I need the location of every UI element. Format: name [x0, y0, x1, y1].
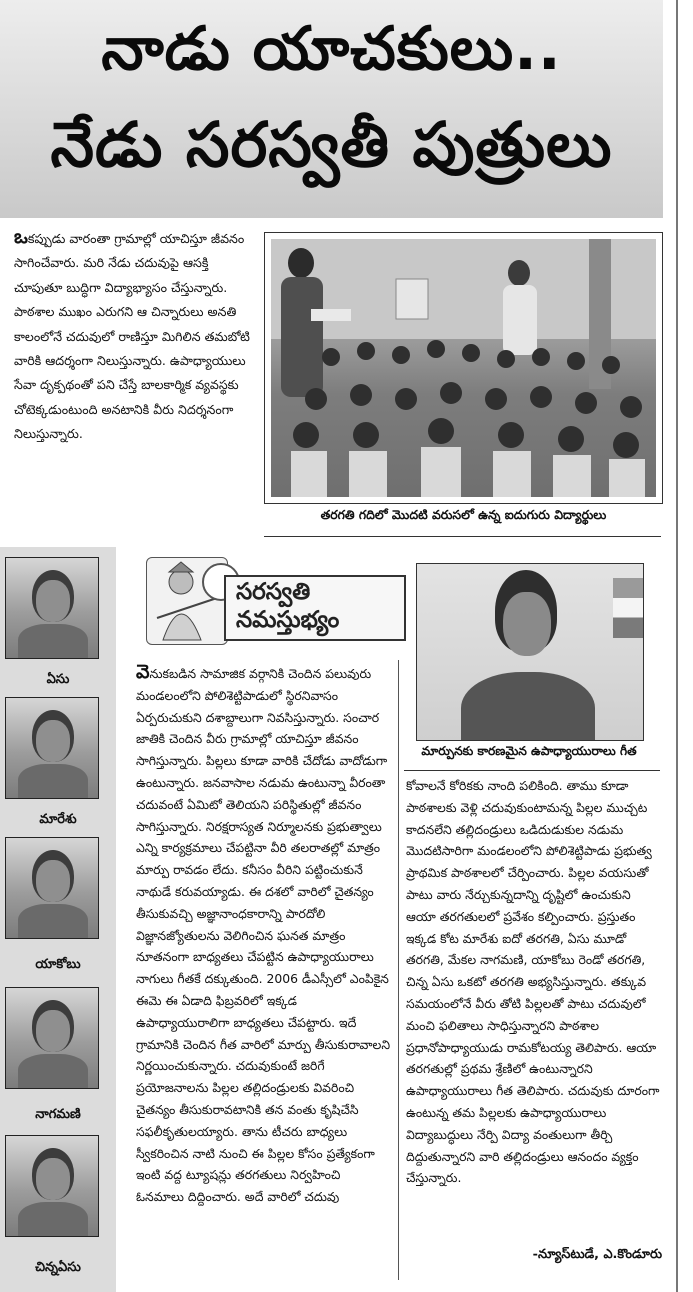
article-column-2 [406, 775, 662, 1189]
intro-text: కప్పుడు వారంతా గ్రామాల్లో యాచిస్తూ జీవనం సాగించేవారు. మరి నేడు చదువుపై ఆసక్తి చూపుతూ బుద్ధిగా విద్యాభ్యాసం చేస్తున్నారు. పాఠశాల ముఖం ఎరుగని ఆ చిన్నారులు అనతి కాలంలోనే చదువులో రాణిస్తూ మిగిలిన తమబోటి వారికి ఆదర్శంగా నిలుస్తున్నారు. ఉపాధ్యాయులు సేవా దృక్పథంతో పని చేస్తే బాలకార్మిక వ్యవస్థకు చోటెక్కడుంటుంది అనటానికి వీరు నిదర్శనంగా నిలుస్తున్నారు. [14, 231, 250, 442]
student-photo-column [0, 547, 116, 1292]
article-column-1-text: నుకబడిన సామాజిక వర్గానికి చెందిన పలువురు మండలంలోని పోలిశెట్టిపాడులో స్థిరనివాసం ఏర్పరుచుకుని దశాబ్దాలుగా నివసిస్తున్నారు. సంచార జాతికి చెందిన వీరు గ్రామాల్లో యాచిస్తూ జీవనం సాగిస్తున్నారు. పిల్లలు కూడా వారికి చేదోడు వాదోడుగా ఉంటున్నారు. జనవాసాల నడుమ ఉంటున్నా వీరంతా చదువంటే ఏమిటో తెలియని పరిస్థితుల్లో జీవనం సాగిస్తున్నారు. నిరక్షరాస్యత నిర్మూలనకు ప్రభుత్వాలు ఎన్ని కార్యక్రమాలు చేపట్టినా వీరి తలరాతల్లో మాత్రం మార్పు రావడం లేదు. కనీసం వీరిని పట్టించుకునే నాథుడే కరువయ్యాడు. ఈ దశలో వారిలో చైతన్యం తీసుకువచ్చి అజ్ఞానాంధకారాన్ని పారదోలి విజ్ఞానజ్యోతులను వెలిగించిన ఘనత మాత్రం నూతనంగా బాధ్యతలు చేపట్టిన ఉపాధ్యాయురాలు నాగులు గీతకే దక్కుతుంది. 2006 డీఎస్సీలో ఎంపికైన ఈమె ఈ ఏడాది ఫిబ్రవరిలో ఇక్కడ ఉపాధ్యాయురాలిగా బాధ్యతలు చేపట్టారు. ఇదే గ్రామానికి చెందిన గీత వారిలో మార్పు తీసుకురావాలని నిర్ణయించుకున్నారు. చదువుకుంటే జరిగే ప్రయోజనాలను పిల్లల తల్లిదండ్రులకు వివరించి చైతన్యం తీసుకురావటానికి తన వంతు కృషిచేసి సఫలీకృతులయ్యారు. తాను టీచరు బాధ్యలు స్వీకరించిన నాటి నుంచి ఈ పిల్లల కోసం ప్రత్యేకంగా ఇంటి వద్ద ట్యూషన్లు తరగతులు నిర్వహించి ఓనమాలు దిద్దించారు. అదే వారిలో చదువు [136, 666, 391, 1205]
caption-divider [264, 536, 661, 537]
teacher-photo [416, 563, 644, 741]
student-name: ఏసు [46, 672, 70, 687]
classroom-image [271, 239, 656, 497]
saraswati-logo [146, 557, 404, 643]
student-photo [5, 697, 99, 799]
logo-line-2: నమస్తుభ్యం [236, 607, 340, 633]
intro-paragraph [14, 225, 256, 447]
student-photo [5, 1135, 99, 1237]
logo-line-1: సరస్వతి [236, 579, 311, 605]
student-name: నాగమణి [35, 1107, 81, 1122]
teacher-photo-caption: మార్పునకు కారణమైన ఉపాధ్యాయురాలు గీత [421, 744, 637, 758]
classroom-illustration [271, 239, 656, 497]
student-name: చిన్నఏసు [35, 1260, 81, 1275]
headline-line-1: నాడు యాచకులు.. [101, 14, 562, 84]
student-name: మారేశు [39, 812, 77, 827]
article-column-2-text: కోవాలనే కోరికకు నాంది పలికింది. తాము కూడా పాఠశాలకు వెళ్లి చదువుకుంటామన్న పిల్లల ముచ్చట కాదనలేని తల్లిదండ్రులు ఒడిదుడుకుల నడుమ మొదటిసారిగా మండలంలోని పోలిశెట్టిపాడు ప్రభుత్వ ప్రాథమిక పాఠశాలలో చేర్పించారు. పిల్లల వయసుతో పాటు వారు నేర్చుకున్నదాన్ని దృష్టిలో ఉంచుకుని ఆయా తరగతులలో ప్రవేశం కల్పించారు. ప్రస్తుతం ఇక్కడ కోట మారేశు ఐదో తరగతి, ఏసు మూడో తరగతి, మేకల నాగమణి, యాకోబు రెండో తరగతి, చిన్న ఏసు ఒకటో తరగతి అభ్యసిస్తున్నారు. తక్కువ సమయంలోనే వీరు తోటి పిల్లలతో పాటు చదువులో మంచి ఫలితాలు సాధిస్తున్నారని పాఠశాల ప్రధానోపాధ్యాయుడు రామకోటయ్య తెలిపారు. ఆయా తరగతుల్లో ప్రథమ శ్రేణిలో ఉంటున్నారని ఉపాధ్యాయురాలు గీత తెలిపారు. చదువుకు దూరంగా ఉంటున్న తమ పిల్లలకు ఉపాధ్యాయురాలు విద్యాబుద్ధులు నేర్పి విద్యా వంతులుగా తీర్చి దిద్దుతున్నారని వారి తల్లిదండ్రులు ఆనందం వ్యక్తం చేస్తున్నారు. [406, 778, 660, 1186]
byline: -న్యూస్‌టుడే, ఎ.కొండూరు [532, 1247, 662, 1262]
page-edge-rule [676, 0, 678, 1292]
headline-line-2: నేడు సరస్వతీ పుత్రులు [50, 108, 613, 181]
student-photo [5, 837, 99, 939]
class-photo [264, 232, 663, 504]
logo-text-frame [224, 575, 406, 641]
student-photo [5, 987, 99, 1089]
article-drop-cap: వె [136, 661, 150, 683]
student-name: యాకోబు [35, 957, 81, 972]
class-photo-caption: తరగతి గదిలో మొదటి వరుసలో ఉన్న ఐదుగురు విద్యార్థులు [320, 507, 607, 522]
student-photo [5, 557, 99, 659]
headline-banner [0, 0, 663, 218]
article-column-1 [136, 662, 392, 1208]
teacher-caption-divider [404, 770, 660, 771]
column-divider [398, 660, 399, 1280]
intro-drop-cap: ఒ [14, 226, 28, 248]
